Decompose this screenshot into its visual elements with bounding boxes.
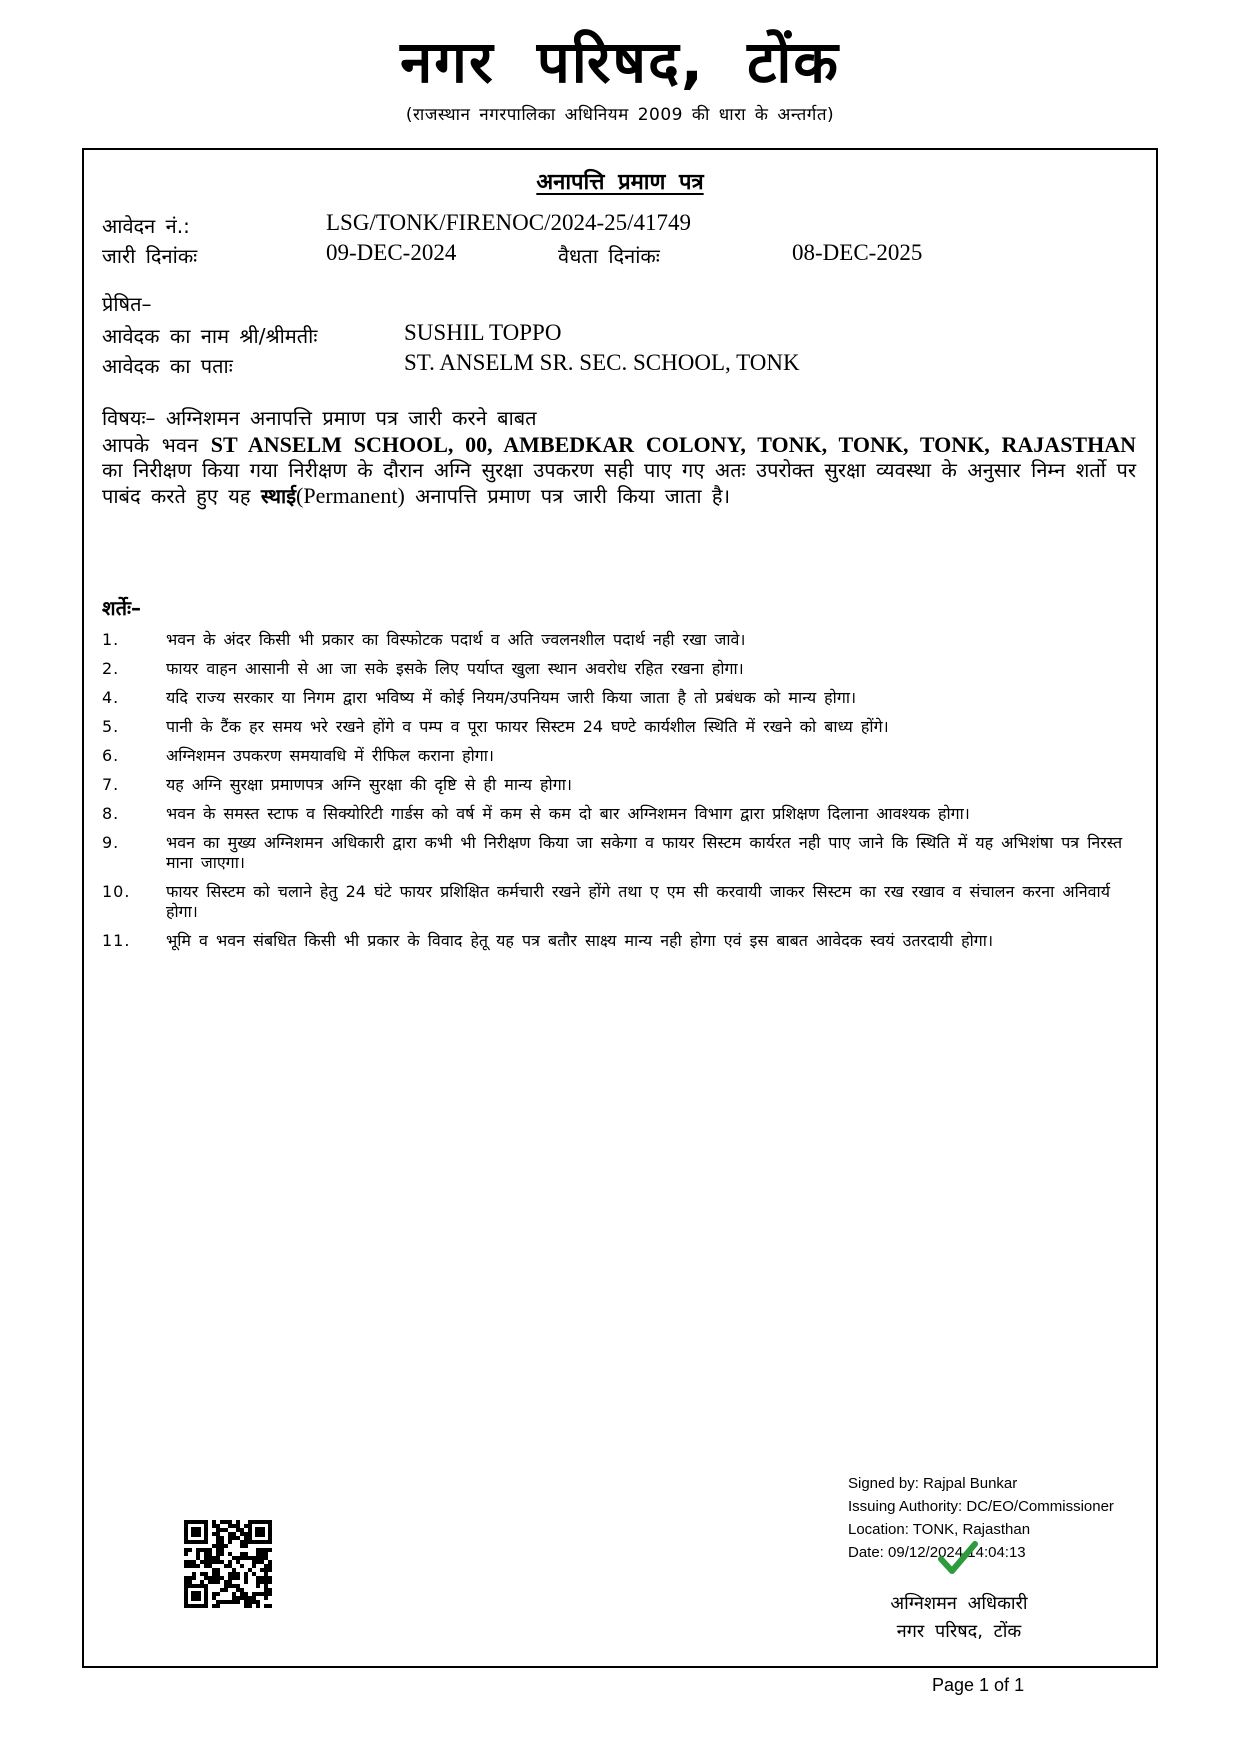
condition-item xyxy=(102,630,1138,650)
building-address: ST ANSELM SCHOOL, 00, AMBEDKAR COLONY, TONK, TONK, TONK, RAJASTHAN xyxy=(210,432,1136,457)
signatory-designation xyxy=(844,1590,1074,1646)
application-no-label: आवेदन नं.: xyxy=(102,214,190,238)
signature-date: Date: 09/12/2024 14:04:13 xyxy=(848,1544,1026,1561)
condition-text: यह अग्नि सुरक्षा प्रमाणपत्र अग्नि सुरक्षा की दृष्टि से ही मान्य होगा। xyxy=(166,775,572,794)
certificate-title: अनापत्ति प्रमाण पत्र xyxy=(536,170,704,195)
body-part-3: अनापत्ति प्रमाण पत्र जारी किया जाता है। xyxy=(415,484,731,508)
applicant-name-value: SUSHIL TOPPO xyxy=(404,320,562,345)
applicant-address-value: ST. ANSELM SR. SEC. SCHOOL, TONK xyxy=(404,350,800,375)
condition-number: 1. xyxy=(102,630,120,649)
condition-text: पानी के टैंक हर समय भरे रखने होंगे व पम्प व पूरा फायर सिस्टम 24 घण्टे कार्यशील स्थिति में रखने को बाध्य होंगे। xyxy=(166,717,889,736)
condition-text: फायर वाहन आसानी से आ जा सके इसके लिए पर्याप्त खुला स्थान अवरोध रहित रखना होगा। xyxy=(166,659,744,678)
condition-number: 9. xyxy=(102,833,120,852)
signatory-office: नगर परिषद, टोंक xyxy=(896,1621,1022,1642)
conditions-list xyxy=(102,630,1138,960)
signatory-role: अग्निशमन अधिकारी xyxy=(890,1593,1028,1614)
qr-code-icon xyxy=(182,1518,274,1610)
condition-text: फायर सिस्टम को चलाने हेतु 24 घंटे फायर प्रशिक्षित कर्मचारी रखने होंगे तथा ए एम सी करवायी जाकर सिस्टम का रख रखाव व संचालन करना अनिवार्य होगा। xyxy=(166,882,1110,921)
application-no-value: LSG/TONK/FIRENOC/2024-25/41749 xyxy=(326,210,692,235)
certificate-type-hindi: स्थाई xyxy=(260,484,297,508)
body-part-2: का निरीक्षण किया गया निरीक्षण के दौरान अग्नि सुरक्षा उपकरण सही पाए गए अतः उपरोक्त सुरक्षा व्यवस्था के अनुसार निम्न शर्तो पर पाबंद करते हुए यह xyxy=(102,458,1136,508)
council-title: नगर परिषद, टोंक xyxy=(400,28,840,96)
condition-number: 6. xyxy=(102,746,120,765)
condition-item xyxy=(102,688,1138,708)
condition-text: अग्निशमन उपकरण समयावधि में रीफिल कराना होगा। xyxy=(166,746,494,765)
condition-number: 11. xyxy=(102,931,131,950)
condition-item xyxy=(102,931,1138,951)
condition-text: भवन के समस्त स्टाफ व सिक्योरिटी गार्डस को वर्ष में कम से कम दो बार अग्निशमन विभाग द्वारा प्रशिक्षण दिलाना आवश्यक होगा। xyxy=(166,804,970,823)
condition-number: 4. xyxy=(102,688,120,707)
sent-to-label: प्रेषित– xyxy=(102,292,152,316)
certificate-body xyxy=(102,432,1136,509)
signed-by: Signed by: Rajpal Bunkar xyxy=(848,1475,1018,1492)
digital-signature-block xyxy=(848,1472,1114,1564)
validity-date-label: वैधता दिनांकः xyxy=(558,244,660,268)
condition-number: 8. xyxy=(102,804,120,823)
certificate-frame xyxy=(82,148,1158,1668)
signature-location: Location: TONK, Rajasthan xyxy=(848,1521,1031,1538)
act-subtitle: (राजस्थान नगरपालिका अधिनियम 2009 की धारा के अन्तर्गत) xyxy=(405,105,835,125)
condition-number: 10. xyxy=(102,882,131,901)
signature-verified-check-icon xyxy=(938,1540,978,1576)
applicant-name-label: आवेदक का नाम श्री/श्रीमतीः xyxy=(102,324,318,348)
issue-date-value: 09-DEC-2024 xyxy=(326,240,457,265)
applicant-address-label: आवेदक का पताः xyxy=(102,354,233,378)
condition-text: यदि राज्य सरकार या निगम द्वारा भविष्य में कोई नियम/उपनियम जारी किया जाता है तो प्रबंधक को मान्य होगा। xyxy=(166,688,857,707)
condition-item xyxy=(102,804,1138,824)
condition-item xyxy=(102,833,1138,873)
condition-text: भूमि व भवन संबधित किसी भी प्रकार के विवाद हेतू यह पत्र बतौर साक्ष्य मान्य नही होगा एवं इस बाबत आवेदक स्वयं उतरदायी होगा। xyxy=(166,931,994,950)
body-part-1: आपके भवन xyxy=(102,433,199,457)
condition-number: 2. xyxy=(102,659,120,678)
condition-item xyxy=(102,746,1138,766)
page-number: Page 1 of 1 xyxy=(932,1675,1025,1695)
condition-text: भवन का मुख्य अग्निशमन अधिकारी द्वारा कभी भी निरीक्षण किया जा सकेगा व फायर सिस्टम कार्यरत नही पाए जाने कि स्थिति में यह अभिशंषा पत्र निरस्त माना जाएगा। xyxy=(166,833,1123,872)
issue-date-label: जारी दिनांकः xyxy=(102,244,198,268)
subject-line: विषयः– अग्निशमन अनापत्ति प्रमाण पत्र जारी करने बाबत xyxy=(102,406,537,430)
condition-item xyxy=(102,775,1138,795)
condition-number: 7. xyxy=(102,775,120,794)
condition-item xyxy=(102,882,1138,922)
condition-text: भवन के अंदर किसी भी प्रकार का विस्फोटक पदार्थ व अति ज्वलनशील पदार्थ नही रखा जावे। xyxy=(166,630,746,649)
condition-number: 5. xyxy=(102,717,120,736)
conditions-heading: शर्तेः– xyxy=(102,596,142,620)
condition-item xyxy=(102,659,1138,679)
validity-date-value: 08-DEC-2025 xyxy=(792,240,923,265)
issuing-authority: Issuing Authority: DC/EO/Commissioner xyxy=(848,1498,1114,1515)
certificate-type-english: (Permanent) xyxy=(296,483,405,508)
condition-item xyxy=(102,717,1138,737)
